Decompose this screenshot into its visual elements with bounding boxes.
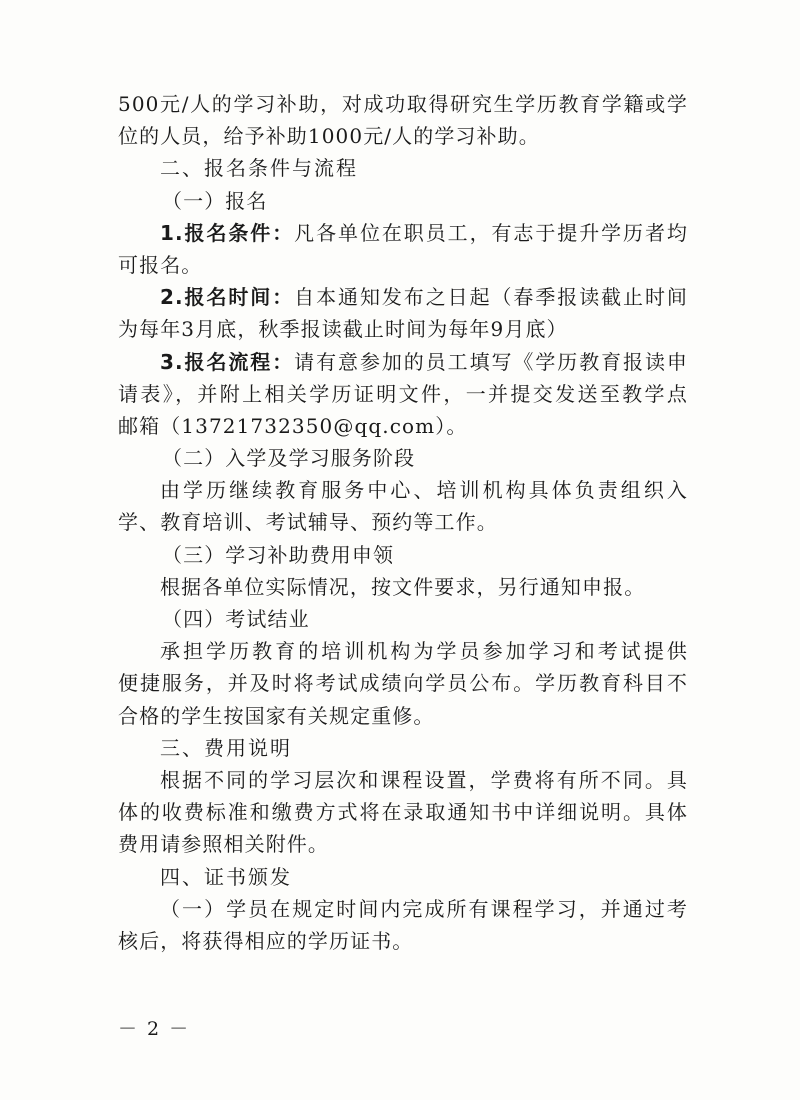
line-text: 请表》，并附上相关学历证明文件，一并提交发送至教学点 <box>118 381 688 406</box>
subsection-heading <box>118 185 688 217</box>
line-text: （三）学习补助费用申领 <box>162 542 395 567</box>
line-text: 500元/人的学习补助，对成功取得研究生学历教育学籍或学 <box>118 92 688 116</box>
line-text: 学、教育培训、考试辅导、预约等工作。 <box>118 510 498 535</box>
line-text: （一）学员在规定时间内完成所有课程学习，并通过考 <box>160 896 688 921</box>
line-text: 邮箱（13721732350@qq.com）。 <box>118 413 468 438</box>
paragraph-line <box>118 893 688 925</box>
paragraph-line <box>118 635 688 667</box>
paragraph-line <box>118 346 688 378</box>
section-heading <box>118 861 688 893</box>
paragraph-line <box>118 474 688 506</box>
line-text: （四）考试结业 <box>162 607 310 631</box>
section-heading <box>118 152 688 184</box>
line-text: 位的人员，给予补助1000元/人的学习补助。 <box>118 124 540 149</box>
paragraph-line <box>118 217 688 249</box>
line-text: 四、证书颁发 <box>160 864 292 889</box>
paragraph-line <box>118 571 688 603</box>
line-text: （一）报名 <box>162 188 268 213</box>
line-text: 费用请参照相关附件。 <box>118 832 329 857</box>
line-text: 可报名。 <box>118 252 203 277</box>
item-label: 2.报名时间： <box>160 285 295 310</box>
paragraph-line <box>118 313 688 345</box>
line-text: 由学历继续教育服务中心、培训机构具体负责组织入 <box>160 478 688 503</box>
paragraph-line <box>118 796 688 828</box>
paragraph-line <box>118 828 688 860</box>
line-text: 便捷服务，并及时将考试成绩向学员公布。学历教育科目不 <box>118 671 688 696</box>
page-number: － 2 － <box>118 1018 191 1040</box>
paragraph-line <box>118 700 688 732</box>
paragraph-line <box>118 281 688 313</box>
subsection-heading <box>118 442 688 474</box>
paragraph-line <box>118 249 688 281</box>
line-text: 自本通知发布之日起（春季报读截止时间 <box>294 285 688 310</box>
line-text: （二）入学及学习服务阶段 <box>162 446 416 471</box>
line-text: 二、报名条件与流程 <box>160 156 358 181</box>
document-body <box>118 88 688 957</box>
line-text: 承担学历教育的培训机构为学员参加学习和考试提供 <box>160 639 688 664</box>
line-text: 三、费用说明 <box>160 735 292 760</box>
subsection-heading <box>118 603 688 635</box>
line-text: 凡各单位在职员工，有志于提升学历者均 <box>294 220 688 245</box>
paragraph-line <box>118 925 688 957</box>
line-text: 体的收费标准和缴费方式将在录取通知书中详细说明。具体 <box>118 800 688 825</box>
paragraph-line <box>118 506 688 538</box>
line-text: 根据不同的学习层次和课程设置，学费将有所不同。具 <box>160 767 688 792</box>
line-text: 为每年3月底，秋季报读截止时间为每年9月底） <box>118 317 568 342</box>
paragraph-line <box>118 120 688 152</box>
line-text: 合格的学生按国家有关规定重修。 <box>118 703 435 728</box>
paragraph-line <box>118 410 688 442</box>
line-text: 请有意参加的员工填写《学历教育报读申 <box>294 349 688 374</box>
item-label: 1.报名条件： <box>160 220 295 245</box>
paragraph-line <box>118 764 688 796</box>
paragraph-line <box>118 88 688 120</box>
subsection-heading <box>118 539 688 571</box>
line-text: 核后，将获得相应的学历证书。 <box>118 928 414 953</box>
item-label: 3.报名流程： <box>160 349 295 374</box>
line-text: 根据各单位实际情况，按文件要求，另行通知申报。 <box>160 574 646 599</box>
section-heading <box>118 732 688 764</box>
paragraph-line <box>118 378 688 410</box>
paragraph-line <box>118 667 688 699</box>
